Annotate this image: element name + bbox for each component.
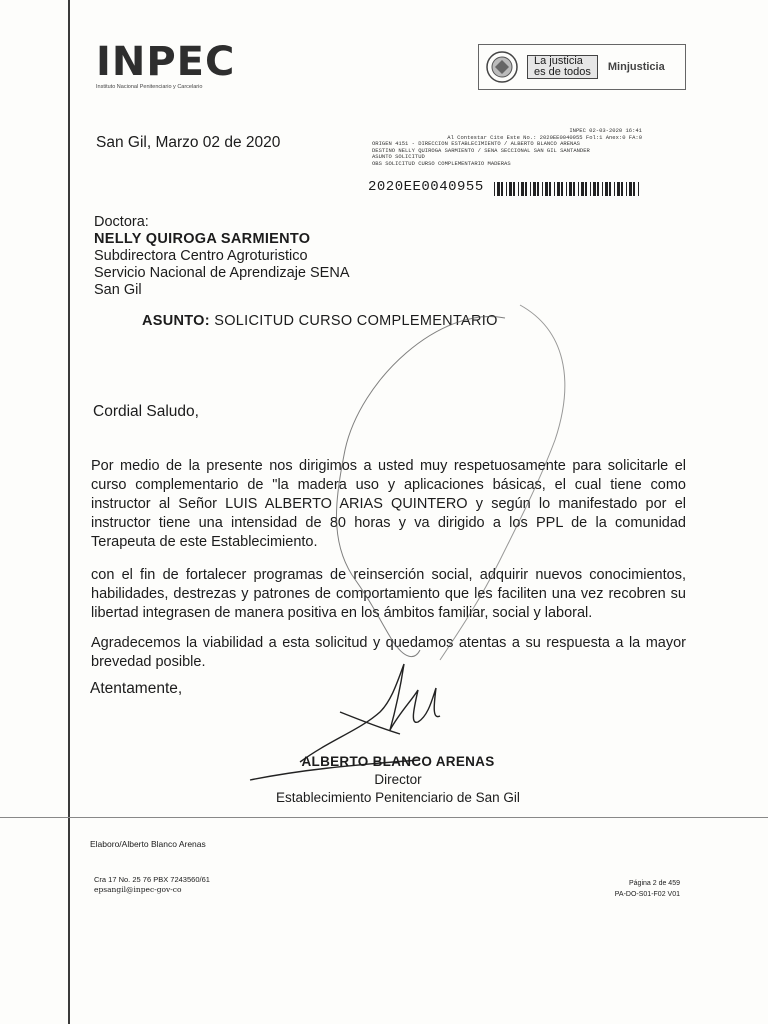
subject-label: ASUNTO: (142, 313, 210, 329)
closing: Atentamente, (90, 680, 183, 697)
stamp-line: OBS SOLICITUD CURSO COMPLEMENTARIO MADERAS (372, 159, 511, 167)
signer-block (258, 753, 538, 807)
stamp-line: ASUNTO SOLICITUD (372, 153, 425, 160)
signer-organization: Establecimiento Penitenciario de San Gil (276, 790, 520, 805)
slogan-line-1: La justicia (534, 55, 583, 67)
stamp-line: ORIGEN 4151 - DIRECCION ESTABLECIMIENTO / ALBERTO BLANCO ARENAS (372, 140, 580, 147)
body-paragraph-3: Agradecemos la viabilidad a esta solicitud y quedamos atentas a su respuesta a la mayor brevedad posible. (91, 635, 686, 670)
logo-subtitle: Instituto Nacional Penitenciario y Carcelario (96, 84, 203, 90)
stamp-line: DESTINO NELLY QUIROGA SARMIENTO / SENA SECCIONAL SAN GIL SANTANDER (372, 146, 590, 154)
signer-role: Director (374, 772, 422, 787)
stamp-line: Al Contestar Cite Este No.: 2020EE0040955 Fol:1 Anex:0 FA:0 (447, 133, 642, 141)
prepared-by: Elaboro/Alberto Blanco Arenas (90, 839, 206, 849)
pen-stroke (336, 317, 505, 657)
footer-address-block (94, 875, 210, 895)
signer-name: ALBERTO BLANCO ARENAS (301, 754, 495, 769)
recipient-title: Doctora: (94, 214, 149, 230)
footer-email: epsangil@inpec-gov-co (94, 885, 182, 894)
logo-text: INPEC (96, 39, 236, 85)
radicado-number: 2020EE0040955 (368, 179, 484, 195)
recipient-organization: Servicio Nacional de Aprendizaje SENA (94, 265, 350, 281)
pen-stroke (440, 305, 565, 660)
subject-text: SOLICITUD CURSO COMPLEMENTARIO (214, 313, 498, 329)
letter-date: San Gil, Marzo 02 de 2020 (96, 134, 281, 151)
recipient-position: Subdirectora Centro Agroturistico (94, 248, 308, 264)
recipient-name: NELLY QUIROGA SARMIENTO (94, 231, 311, 247)
document-code: PA-DO-S01-F02 V01 (614, 891, 680, 898)
body-paragraph-1: Por medio de la presente nos dirigimos a usted muy respetuosamente para solicitarle el curso complementario de "la madera uso y aplicaciones básicas, el cual tiene como instructor al Señor LUIS ALBERTO ARIAS QUINTERO y según lo manifestado por el instructor tiene una intensidad de 80 horas y va dirigido a los PPL de la comunidad Terapeuta de este Establecimiento. (91, 458, 686, 550)
greeting: Cordial Saludo, (93, 403, 199, 420)
body-paragraph-2: con el fin de fortalecer programas de reinserción social, adquirir nuevos conocimientos, habilidades, destrezas y patrones de comportamiento que les faciliten una vez recobren su libertad integrasen de manera positiva en los ámbitos familiar, social y laboral. (91, 567, 686, 621)
footer-page-info (584, 878, 680, 900)
recipient-city: San Gil (94, 282, 142, 298)
footer-address: Cra 17 No. 25 76 PBX 7243560/61 (94, 875, 210, 884)
page-number: Página 2 de 459 (629, 880, 680, 887)
stamp-line: INPEC 02-03-2020 16:41 (569, 127, 642, 134)
ministry-name: Minjusticia (607, 61, 665, 73)
slogan-line-2: es de todos (534, 66, 591, 78)
footer-divider (0, 817, 768, 818)
